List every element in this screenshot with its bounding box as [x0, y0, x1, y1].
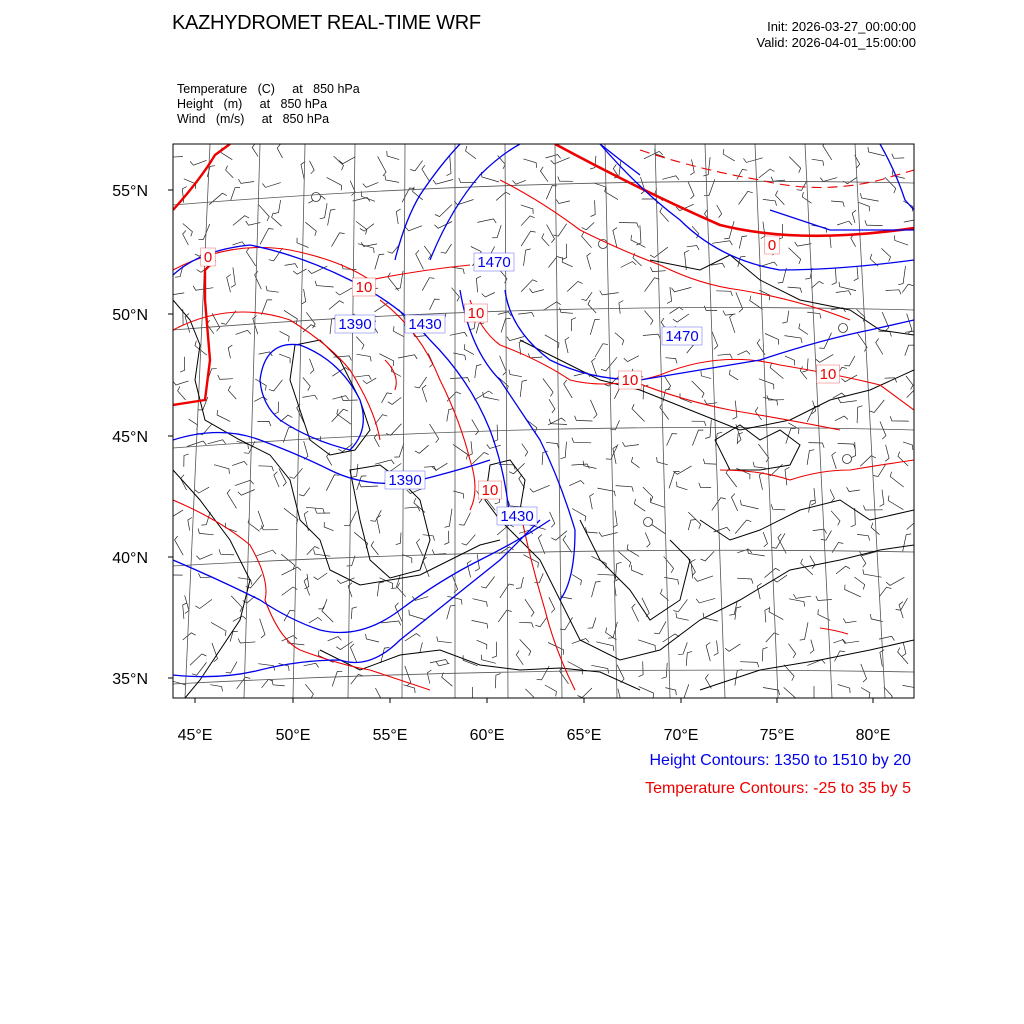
lat-label: 45°N	[112, 429, 148, 446]
lon-label: 75°E	[759, 727, 795, 744]
lon-label: 45°E	[177, 727, 213, 744]
temperature-contour-label: 10	[621, 372, 639, 389]
init-time: Init: 2026-03-27_00:00:00	[767, 19, 916, 34]
lat-label: 50°N	[112, 307, 148, 324]
field-height: Height (m) at 850 hPa	[177, 97, 328, 111]
lat-label: 40°N	[112, 550, 148, 567]
calm-wind-marker	[644, 518, 653, 527]
calm-wind-marker	[839, 324, 848, 333]
lon-label: 70°E	[663, 727, 699, 744]
temperature-contour-label: 0	[767, 237, 777, 254]
lon-label: 60°E	[469, 727, 505, 744]
lon-label: 80°E	[855, 727, 891, 744]
height-contour-label: 1390	[388, 472, 422, 489]
height-legend: Height Contours: 1350 to 1510 by 20	[649, 752, 911, 769]
temperature-legend: Temperature Contours: -25 to 35 by 5	[645, 780, 911, 797]
lat-label: 35°N	[112, 671, 148, 688]
lat-axis	[112, 183, 148, 688]
temperature-contour-label: 10	[467, 305, 485, 322]
lon-axis	[178, 727, 891, 744]
height-contour-label: 1470	[665, 328, 699, 345]
height-contour-label: 1430	[500, 508, 534, 525]
calm-wind-marker	[843, 455, 852, 464]
calm-wind-marker	[312, 193, 321, 202]
height-contour-label: 1430	[408, 316, 442, 333]
temperature-contour-label: 10	[481, 482, 499, 499]
height-contour-label: 1390	[338, 316, 372, 333]
field-wind: Wind (m/s) at 850 hPa	[177, 112, 330, 126]
lon-label: 50°E	[275, 727, 311, 744]
field-temperature: Temperature (C) at 850 hPa	[177, 82, 360, 96]
lat-label: 55°N	[112, 183, 148, 200]
valid-time: Valid: 2026-04-01_15:00:00	[756, 35, 916, 50]
lon-label: 65°E	[566, 727, 602, 744]
temperature-contour-label: 10	[355, 279, 373, 296]
lon-label: 55°E	[372, 727, 408, 744]
temperature-contour-label: 0	[203, 249, 213, 266]
map-title: KAZHYDROMET REAL-TIME WRF	[172, 12, 481, 34]
height-contour-label: 1470	[477, 254, 511, 271]
temperature-contour-label: 10	[819, 366, 837, 383]
